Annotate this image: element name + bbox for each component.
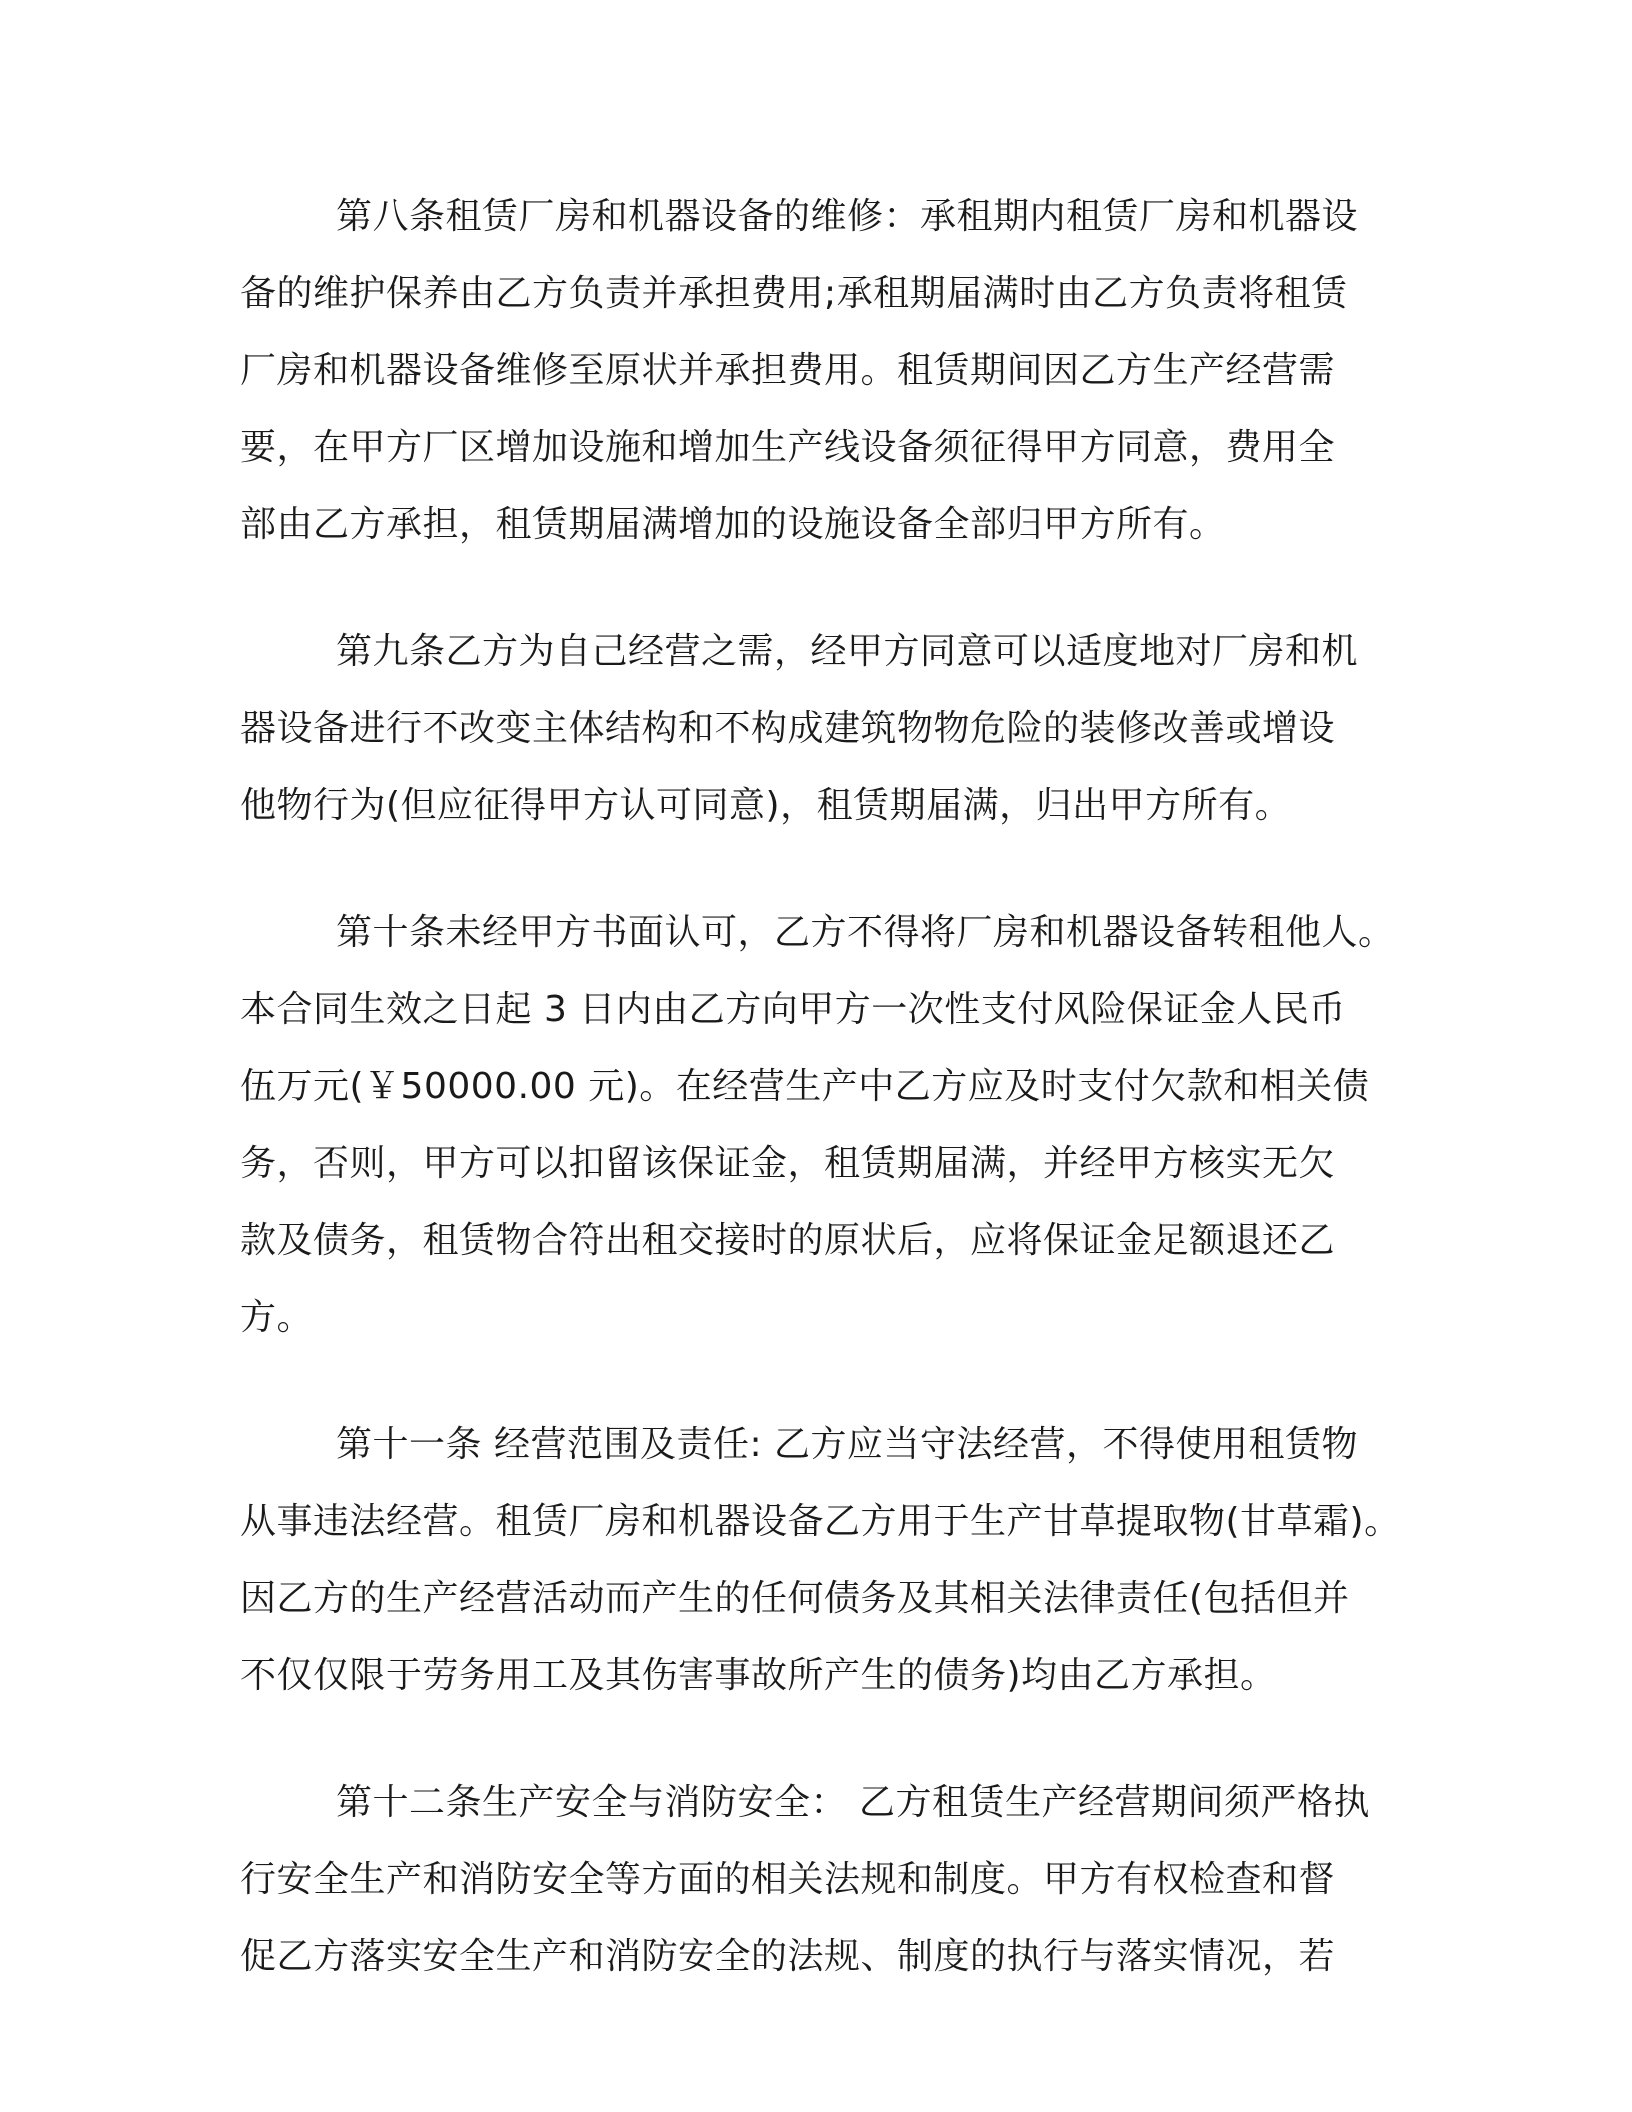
text-line: 因乙方的生产经营活动而产生的任何债务及其相关法律责任(包括但并 <box>240 1578 1350 1619</box>
text-line: 第十一条 经营范围及责任: 乙方应当守法经营，不得使用租赁物 <box>336 1424 1359 1465</box>
text-line: 务，否则，甲方可以扣留该保证金，租赁期届满，并经甲方核实无欠 <box>240 1143 1336 1184</box>
paragraph-article-9 <box>240 613 1390 844</box>
text-line: 促乙方落实安全生产和消防安全的法规、制度的执行与落实情况，若 <box>240 1936 1336 1977</box>
text-line: 备的维护保养由乙方负责并承担费用;承租期届满时由乙方负责将租赁 <box>240 273 1348 314</box>
paragraph-article-11 <box>240 1406 1401 1714</box>
document-body <box>240 178 1401 2045</box>
text-line: 行安全生产和消防安全等方面的相关法规和制度。甲方有权检查和督 <box>240 1859 1336 1900</box>
text-line: 器设备进行不改变主体结构和不构成建筑物物危险的装修改善或增设 <box>240 708 1336 749</box>
text-line: 第九条乙方为自己经营之需，经甲方同意可以适度地对厂房和机 <box>336 631 1359 672</box>
paragraph-article-8 <box>240 178 1390 563</box>
text-line: 要，在甲方厂区增加设施和增加生产线设备须征得甲方同意，费用全 <box>240 427 1336 468</box>
text-line: 从事违法经营。租赁厂房和机器设备乙方用于生产甘草提取物(甘草霜)。 <box>240 1501 1401 1542</box>
paragraph-article-12 <box>240 1764 1390 1995</box>
text-line: 厂房和机器设备维修至原状并承担费用。租赁期间因乙方生产经营需 <box>240 350 1336 391</box>
text-line: 他物行为(但应征得甲方认可同意)，租赁期届满，归出甲方所有。 <box>240 785 1292 826</box>
paragraph-article-10 <box>240 894 1395 1356</box>
text-line: 部由乙方承担，租赁期届满增加的设施设备全部归甲方所有。 <box>240 504 1226 545</box>
text-line: 不仅仅限于劳务用工及其伤害事故所产生的债务)均由乙方承担。 <box>240 1655 1277 1696</box>
text-line: 方。 <box>240 1297 314 1338</box>
text-line: 第十条未经甲方书面认可，乙方不得将厂房和机器设备转租他人。 <box>336 912 1395 953</box>
text-line: 第十二条生产安全与消防安全： 乙方租赁生产经营期间须严格执 <box>336 1782 1370 1823</box>
text-line: 本合同生效之日起 3 日内由乙方向甲方一次性支付风险保证金人民币 <box>240 989 1346 1030</box>
text-line: 款及债务，租赁物合符出租交接时的原状后，应将保证金足额退还乙 <box>240 1220 1336 1261</box>
text-line: 第八条租赁厂房和机器设备的维修：承租期内租赁厂房和机器设 <box>336 196 1359 237</box>
text-line: 伍万元(￥50000.00 元)。在经营生产中乙方应及时支付欠款和相关债 <box>240 1066 1370 1107</box>
